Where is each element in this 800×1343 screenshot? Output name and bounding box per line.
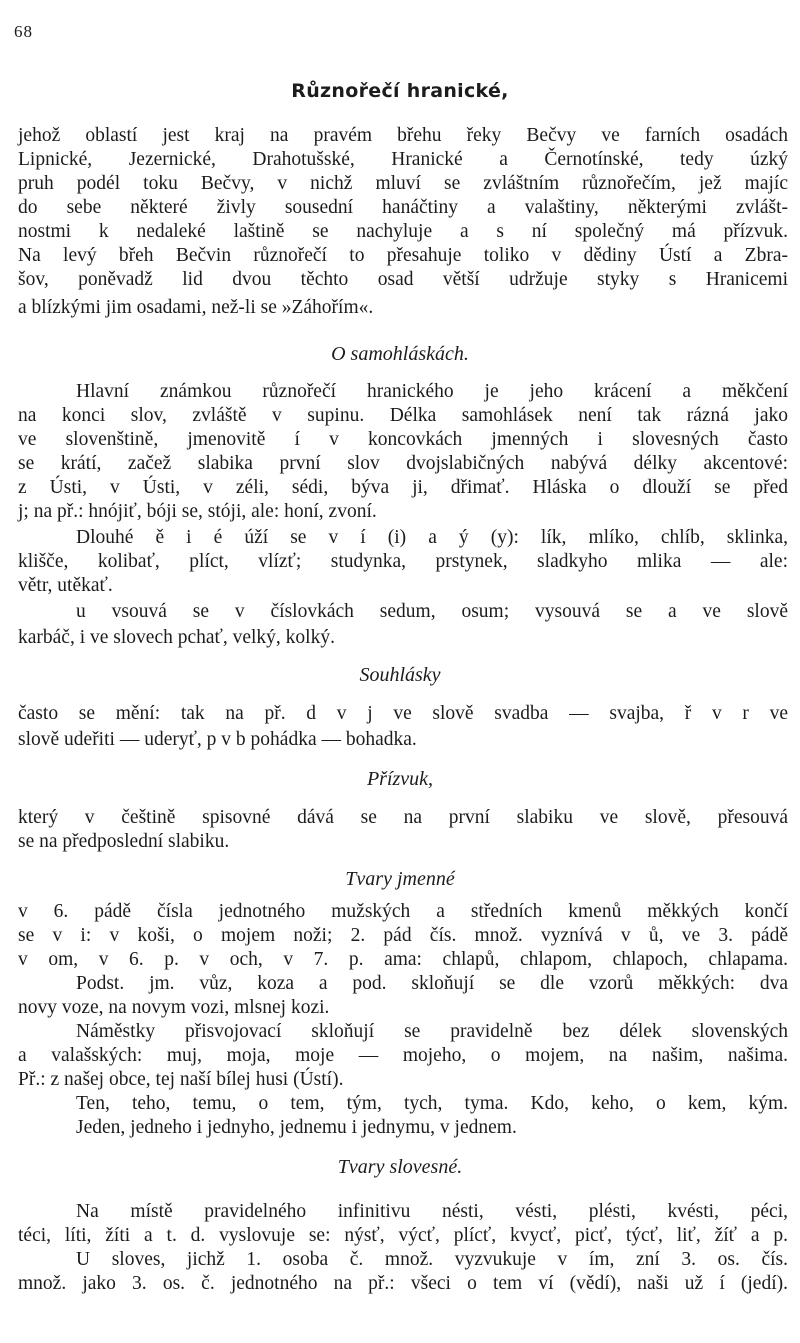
text-line: novy voze, na novym vozi, mlsnej kozi. (18, 997, 330, 1018)
text-line: se na předposlední slabiku. (18, 831, 230, 852)
text-line: Dlouhé ě i é úží se v í (i) a ý (y): lík, mlíko, chlíb, sklinka, (76, 527, 788, 548)
text-line: Hlavní známkou různořečí hranického je jeho krácení a měkčení (76, 381, 788, 402)
text-line: nostmi k nedaleké laštině se nachyluje a s ní společný má přízvuk. (18, 221, 788, 242)
text-line: Podst. jm. vůz, koza a pod. skloňují se dle vzorů měkkých: dva (76, 973, 788, 994)
text-line: větr, utěkať. (18, 575, 113, 596)
text-line: u vsouvá se v číslovkách sedum, osum; vysouvá se a ve slově (76, 601, 788, 622)
text-line: j; na př.: hnójiť, bóji se, stóji, ale: honí, zvoní. (18, 501, 377, 522)
text-line: Na levý břeh Bečvin různořečí to přesahuje toliko v dědiny Ústí a Zbra- (18, 245, 788, 266)
heading-nominal: Tvary jmenné (345, 868, 455, 890)
text-line: Na místě pravidelného infinitivu nésti, vésti, plésti, kvésti, péci, (76, 1201, 788, 1222)
text-line: klišče, kolibať, plíct, vlízť; studynka, prstynek, sladkyho mlika — ale: (18, 551, 788, 572)
heading-vowels: O samohláskách. (331, 343, 469, 365)
text-line: množ. jako 3. os. č. jednotného na př.: všeci o tem ví (vědí), naši už í (jedí). (18, 1273, 788, 1294)
text-line: Náměstky přisvojovací skloňují se pravidelně bez délek slovenských (76, 1021, 788, 1042)
section-title: Různořečí hranické, (291, 80, 509, 102)
text-line: téci, líti, žíti a t. d. vyslovuje se: nýsť, výcť, plícť, kvycť, picť, týcť, liť, žíť a p. (18, 1225, 788, 1246)
text-line: se krátí, začež slabika první slov dvojslabičných nabývá délky akcentové: (18, 453, 788, 474)
text-line: pruh podél toku Bečvy, v nichž mluví se zvláštním různořečím, jež majíc (18, 173, 788, 194)
text-line: na konci slov, zvláště v supinu. Délka samohlásek není tak rázná jako (18, 405, 788, 426)
page-number: 68 (14, 22, 33, 41)
text-line: slově udeřiti — uderyť, p v b pohádka — bohadka. (18, 729, 417, 750)
text-line: šov, poněvadž lid dvou těchto osad větší udržuje styky s Hranicemi (18, 269, 788, 290)
text-line: Ten, teho, temu, o tem, tým, tych, tyma. Kdo, keho, o kem, kým. (76, 1093, 788, 1114)
text-line: v 6. pádě čísla jednotného mužských a středních kmenů měkkých končí (18, 901, 788, 922)
text-line: a valašských: muj, moja, moje — mojeho, o mojem, na našim, našima. (18, 1045, 788, 1066)
text-line: Př.: z našej obce, tej naší bílej husi (Ústí). (18, 1069, 344, 1090)
text-line: U sloves, jichž 1. osoba č. množ. vyzvukuje v ím, zní 3. os. čís. (76, 1249, 788, 1270)
text-line: který v češtině spisovné dává se na první slabiku ve slově, přesouvá (18, 807, 788, 828)
text-line: karbáč, i ve slovech pchať, velký, kolký. (18, 627, 335, 648)
text-line: často se mění: tak na př. d v j ve slově svadba — svajba, ř v r ve (18, 703, 788, 724)
heading-verbal: Tvary slovesné. (337, 1156, 463, 1178)
text-line: Lipnické, Jezernické, Drahotušské, Hranické a Černotínské, tedy úzký (18, 149, 788, 170)
text-line: ve slovenštině, jmenovitě í v koncovkách jmenných i slovesných často (18, 429, 788, 450)
text-line: v om, v 6. p. v och, v 7. p. ama: chlapů, chlapom, chlapoch, chlapama. (18, 949, 788, 970)
heading-accent: Přízvuk, (366, 768, 434, 790)
text-line: Jeden, jedneho i jednyho, jednemu i jednymu, v jednem. (76, 1117, 517, 1138)
text-line: do sebe některé živly sousední hanáčtiny a valaštiny, některými zvlášt- (18, 197, 788, 218)
text-line: z Ústi, v Ústi, v zéli, sédi, býva ji, dřimať. Hláska o dlouží se před (18, 477, 788, 498)
heading-consonants: Souhlásky (359, 664, 441, 686)
text-line: jehož oblastí jest kraj na pravém břehu řeky Bečvy ve farních osadách (18, 125, 788, 146)
text-line: a blízkými jim osadami, než-li se »Záhořím«. (18, 297, 374, 318)
text-line: se v i: v koši, o mojem noži; 2. pád čís. množ. vyznívá v ů, ve 3. pádě (18, 925, 788, 946)
